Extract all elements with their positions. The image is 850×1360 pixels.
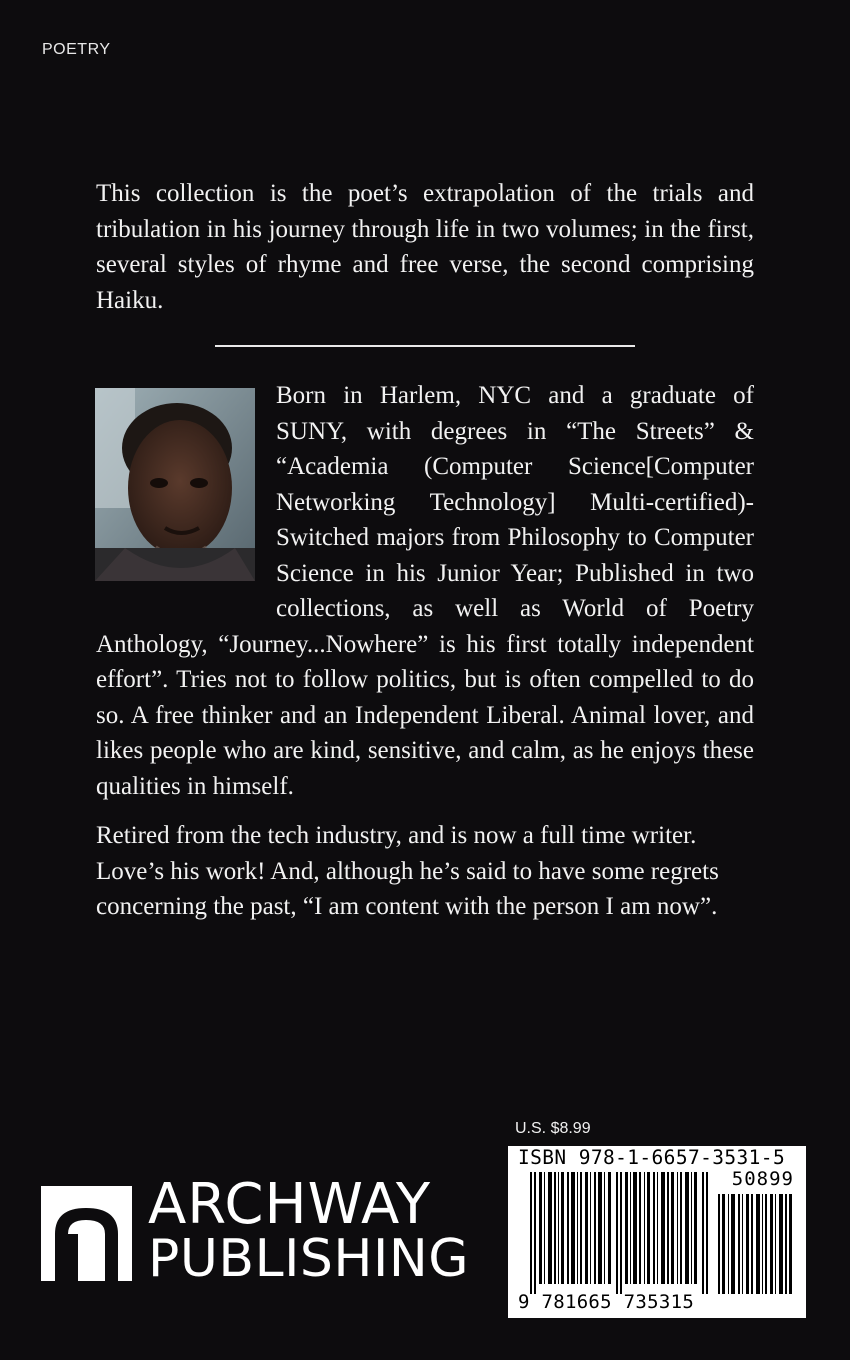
divider-line [215,345,635,347]
isbn-barcode [508,1146,806,1318]
isbn-number: ISBN 978-1-6657-3531-5 [518,1146,786,1169]
barcode-main-bars [530,1172,710,1294]
author-retired-paragraph: Retired from the tech industry, and is now a full time writer. Love’s his work! And, although he’s said to have some regrets concerning the past, “I am content with the person I am now”. [96,822,719,920]
author-bio-text: Born in Harlem, NYC and a graduate of SUNY, with degrees in “The Streets” & “Academia (Computer Science[Computer Networking Technology] Multi-certified)-Switched majors from Philosophy to Computer Science in his Junior Year; Published in two collections, as well as World of Poetry Anthology, “Journey...Nowhere” is his first totally independent effort”. Tries not to follow politics, but is often compelled to do so. A free thinker and an Independent Liberal. Animal lover, and likes people who are kind, sensitive, and calm, as he enjoys these qualities in himself. [96,382,754,800]
book-blurb: This collection is the poet’s extrapolation of the trials and tribulation in his journey through life in two volumes; in the first, several styles of rhyme and free verse, the second comprising Haiku. [96,180,754,314]
isbn-addon-digits: 50899 [731,1168,794,1190]
publisher-name-line1: ARCHWAY [148,1172,432,1237]
archway-logo-icon [41,1186,132,1281]
genre-label: POETRY [42,41,111,58]
barcode-addon-bars [718,1194,796,1294]
price-label: U.S. $8.99 [515,1120,591,1137]
author-bio [96,378,754,804]
ean-digits: 9 781665 735315 [518,1291,695,1313]
publisher-name-line2: PUBLISHING [148,1229,470,1289]
